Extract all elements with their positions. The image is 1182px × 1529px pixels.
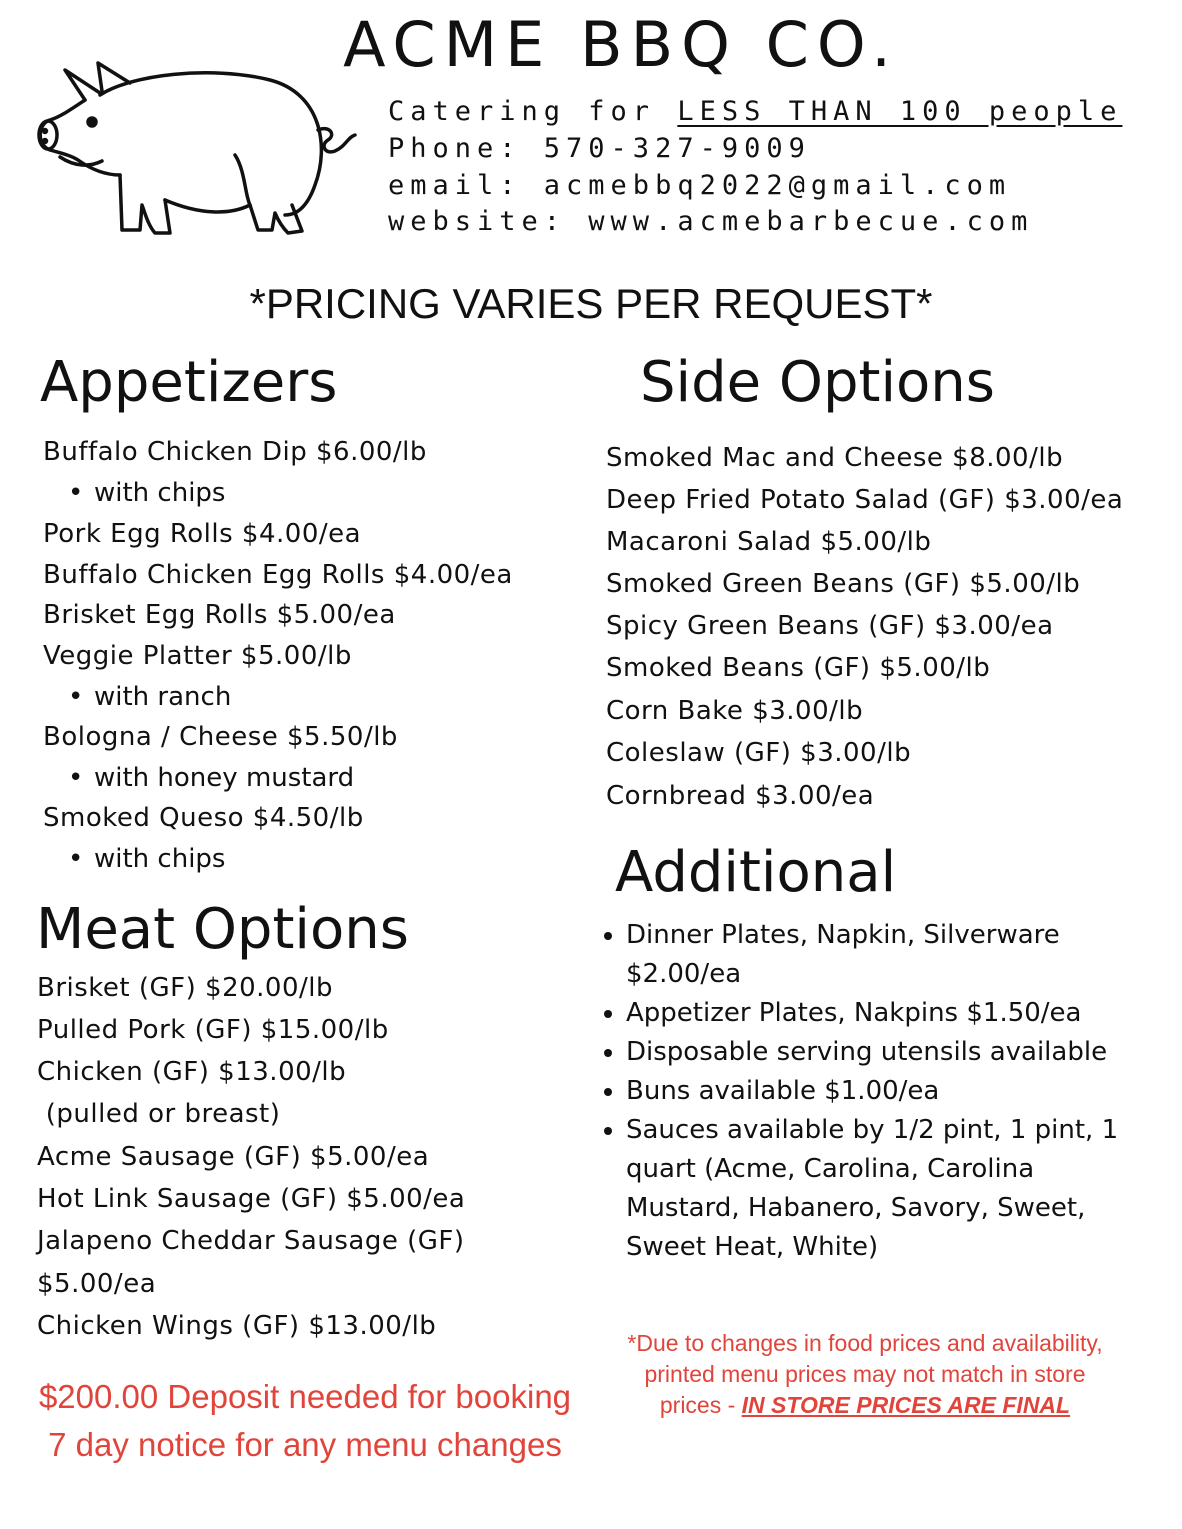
additional-item: • Sauces available by 1/2 pint, 1 pint, 1 quart (Acme, Carolina, Carolina Mustard, Habanero, Savory, Sweet, Sweet Heat, White) <box>626 1111 1146 1267</box>
additional-item: • Appetizer Plates, Nakpins $1.50/ea <box>626 994 1146 1033</box>
meat-line: Pulled Pork (GF) $15.00/lb <box>37 1015 389 1045</box>
meat-line: Jalapeno Cheddar Sausage (GF) <box>37 1226 465 1256</box>
meat-line: (pulled or breast) <box>37 1099 281 1129</box>
side-line: Coleslaw (GF) $3.00/lb <box>606 738 912 768</box>
side-line: Corn Bake $3.00/lb <box>606 696 864 726</box>
catering-capacity: LESS THAN 100 people <box>677 96 1123 127</box>
side-line: Smoked Beans (GF) $5.00/lb <box>606 653 991 683</box>
deposit-line: $200.00 Deposit needed for booking <box>38 1378 572 1415</box>
additional-item: • Buns available $1.00/ea <box>626 1072 1146 1111</box>
appetizer-line: Veggie Platter $5.00/lb <box>43 641 352 671</box>
appetizer-line: Buffalo Chicken Dip $6.00/lb <box>43 437 427 467</box>
side-options-heading: Side Options <box>640 350 995 415</box>
appetizer-subitem: • with honey mustard <box>68 763 354 793</box>
appetizer-line: Brisket Egg Rolls $5.00/ea <box>43 600 396 630</box>
side-line: Cornbread $3.00/ea <box>606 781 875 811</box>
website-line: website: www.acmebarbecue.com <box>388 206 1034 237</box>
deposit-note <box>10 1373 600 1469</box>
notice-line: 7 day notice for any menu changes <box>48 1426 562 1463</box>
side-line: Macaroni Salad $5.00/lb <box>606 527 932 557</box>
meat-options-heading: Meat Options <box>36 897 409 962</box>
side-line: Deep Fried Potato Salad (GF) $3.00/ea <box>606 485 1124 515</box>
meat-line: Acme Sausage (GF) $5.00/ea <box>37 1142 430 1172</box>
meat-line: Brisket (GF) $20.00/lb <box>37 973 333 1003</box>
appetizers-heading: Appetizers <box>40 350 338 415</box>
additional-list <box>598 916 1146 1267</box>
additional-item: • Dinner Plates, Napkin, Silverware $2.00/ea <box>626 916 1146 994</box>
business-name: ACME BBQ CO. <box>343 8 899 81</box>
pig-icon <box>30 55 360 245</box>
appetizer-subitem: • with ranch <box>68 682 231 712</box>
catering-line <box>388 96 1122 127</box>
appetizer-subitem: • with chips <box>68 844 225 874</box>
side-line: Smoked Green Beans (GF) $5.00/lb <box>606 569 1081 599</box>
appetizer-line: Bologna / Cheese $5.50/lb <box>43 722 398 752</box>
appetizer-line: Buffalo Chicken Egg Rolls $4.00/ea <box>43 560 513 590</box>
appetizer-subitem: • with chips <box>68 478 225 508</box>
catering-prefix: Catering for <box>388 96 678 127</box>
phone-line: Phone: 570-327-9009 <box>388 133 811 164</box>
email-line: email: acmebbq2022@gmail.com <box>388 170 1012 201</box>
meat-line: Hot Link Sausage (GF) $5.00/ea <box>37 1184 466 1214</box>
additional-item: • Disposable serving utensils available <box>626 1033 1146 1072</box>
appetizer-line: Pork Egg Rolls $4.00/ea <box>43 519 362 549</box>
price-disclaimer <box>620 1328 1110 1421</box>
side-line: Smoked Mac and Cheese $8.00/lb <box>606 443 1064 473</box>
disclaimer-final: IN STORE PRICES ARE FINAL <box>741 1392 1071 1418</box>
pricing-note: *PRICING VARIES PER REQUEST* <box>249 280 933 327</box>
meat-line: $5.00/ea <box>37 1269 157 1299</box>
additional-heading: Additional <box>615 840 897 905</box>
meat-line: Chicken Wings (GF) $13.00/lb <box>37 1311 437 1341</box>
side-line: Spicy Green Beans (GF) $3.00/ea <box>606 611 1054 641</box>
disclaimer-text: *Due to changes in food prices and availability, printed menu prices may not match in store prices - <box>627 1330 1103 1418</box>
appetizer-line: Smoked Queso $4.50/lb <box>43 803 364 833</box>
meat-line: Chicken (GF) $13.00/lb <box>37 1057 347 1087</box>
